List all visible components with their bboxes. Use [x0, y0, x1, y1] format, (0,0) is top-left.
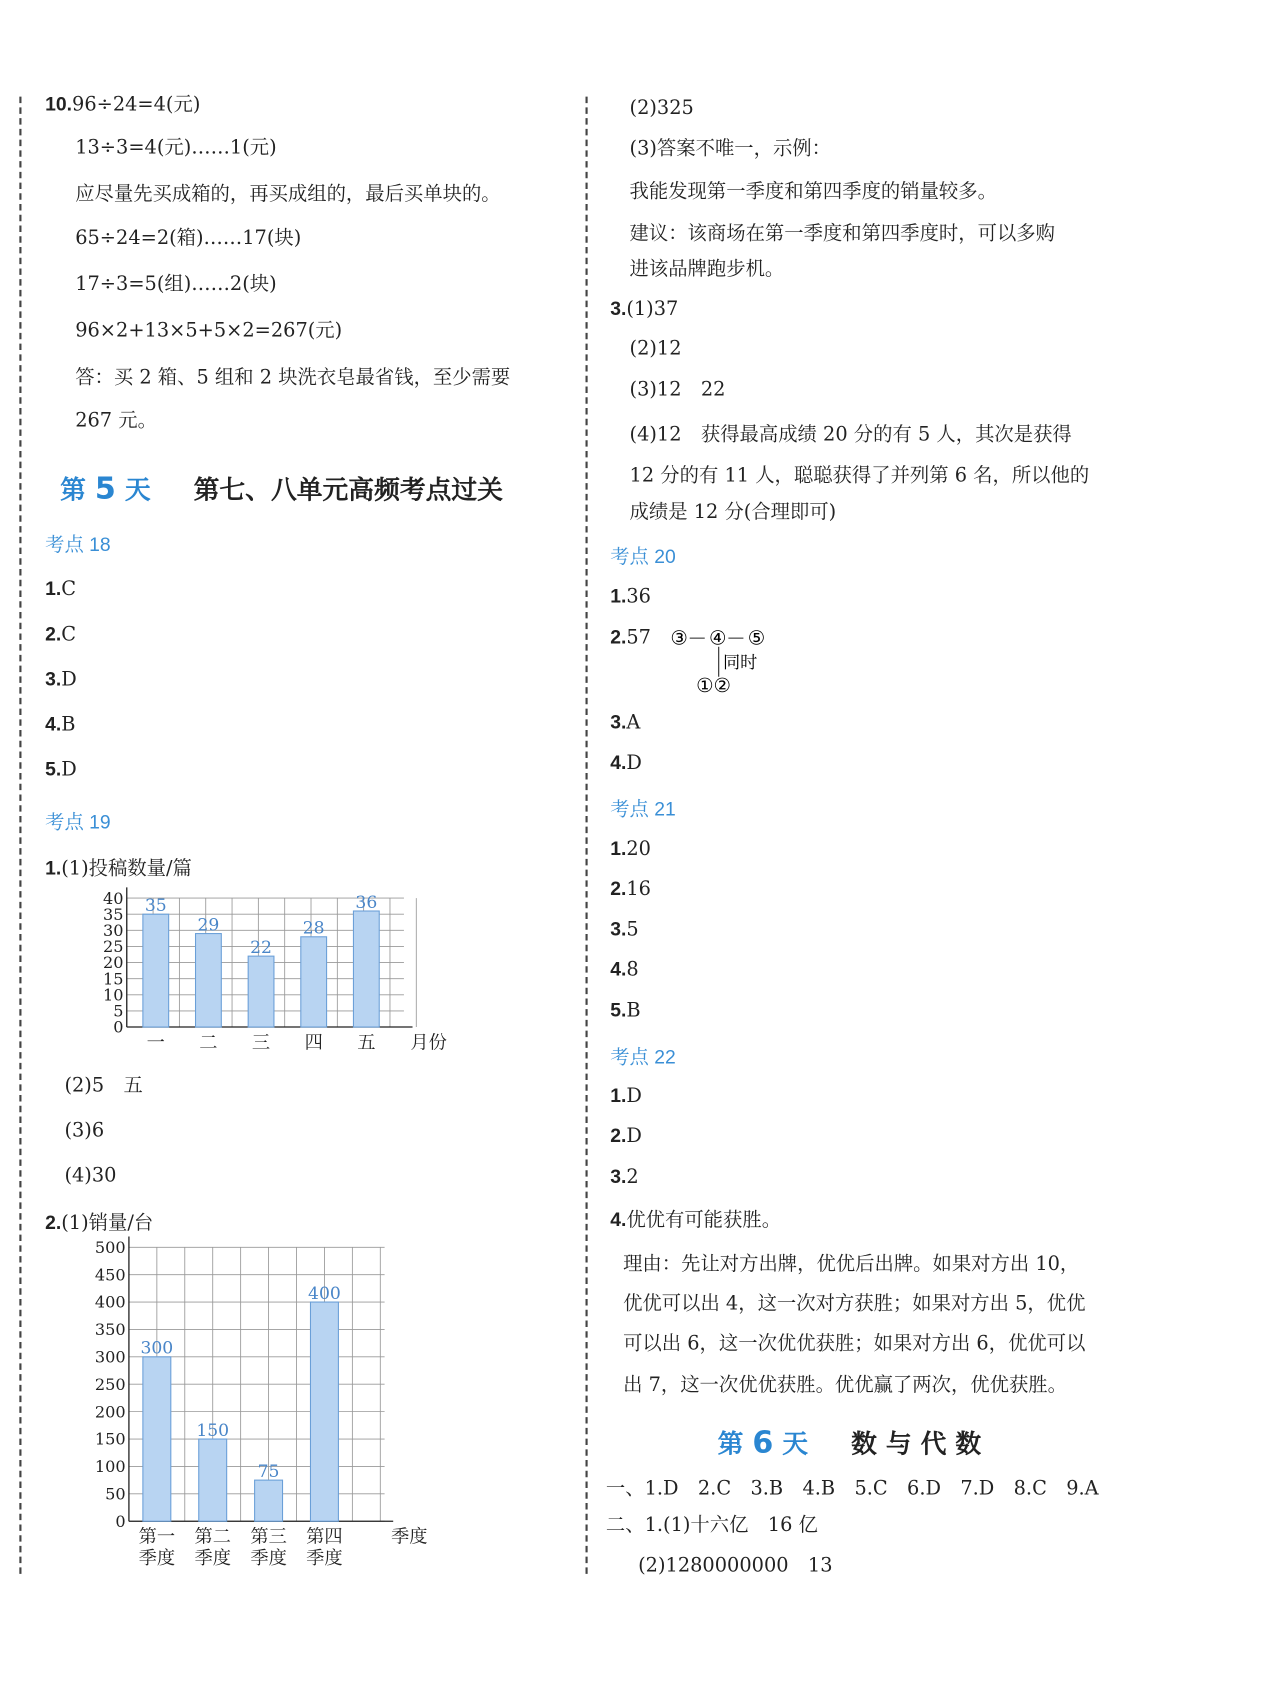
bar-value-label: 36	[355, 892, 378, 913]
answer-text: 优优可以出 4，这一次对方获胜；如果对方出 5，优优	[623, 1292, 1086, 1315]
answer-line	[606, 1476, 1099, 1502]
answer-line	[606, 1513, 818, 1539]
answer-text: 一、1.D 2.C 3.B 4.B 5.C 6.D 7.D 8.C 9.A	[605, 1477, 1099, 1500]
answer-line	[45, 621, 76, 648]
answer-line	[610, 295, 678, 322]
bar-value-label: 400	[308, 1283, 341, 1304]
question-number: 1.	[45, 577, 62, 600]
answer-text: C	[61, 577, 77, 601]
bar-value-label: 22	[250, 937, 272, 958]
answer-line	[75, 272, 276, 298]
answer-text: 16	[626, 877, 651, 901]
answer-line	[75, 318, 342, 344]
question-number: 2.	[610, 1124, 627, 1147]
x-tick-label: 第一	[138, 1526, 176, 1548]
answer-text: 2	[626, 1165, 639, 1189]
answer-line	[75, 226, 301, 252]
answer-line	[630, 96, 694, 122]
answer-line	[623, 1331, 1085, 1357]
chart-submissions	[86, 881, 451, 1064]
flow-step: ③	[670, 626, 688, 650]
answer-line	[610, 1123, 642, 1150]
y-tick-label: 25	[103, 937, 124, 957]
answer-line	[610, 916, 638, 943]
bar	[143, 1357, 171, 1521]
y-tick-label: 250	[94, 1374, 126, 1394]
answer-text: (1)37	[626, 297, 679, 321]
answer-text: 17÷3=5(组)……2(块)	[75, 272, 277, 296]
bar	[196, 934, 222, 1027]
answer-text: 优优有可能获胜。	[626, 1208, 782, 1232]
answer-line	[64, 1073, 142, 1099]
answer-text: (4)30	[64, 1164, 117, 1188]
answer-text: 建议：该商场在第一季度和第四季度时，可以多购	[629, 222, 1055, 245]
flow-step: ④	[709, 626, 727, 650]
answer-text: D	[61, 758, 77, 782]
answer-line	[45, 756, 77, 783]
answer-line	[75, 182, 500, 208]
answer-text: (2)5 五	[64, 1074, 143, 1097]
y-tick-label: 300	[94, 1347, 126, 1367]
answer-text: 出 7，这一次优优获胜。优优赢了两次，优优获胜。	[623, 1374, 1067, 1397]
x-tick-label: 四	[304, 1032, 323, 1054]
x-tick-label: 季度	[250, 1548, 287, 1570]
question-number: 4.	[610, 958, 627, 980]
answer-line	[610, 709, 640, 736]
answer-line	[610, 750, 642, 777]
answer-line	[630, 179, 997, 205]
answer-line	[75, 135, 276, 161]
question-number: 3.	[610, 1165, 627, 1188]
day-label: 第 5 天	[60, 470, 151, 506]
answer-line	[623, 1252, 1079, 1278]
question-number: 4.	[610, 1208, 627, 1231]
answer-line	[630, 500, 837, 526]
question-number: 4.	[610, 752, 627, 774]
x-tick-label: 季度	[194, 1548, 231, 1570]
answer-line	[630, 221, 1055, 247]
answer-line	[610, 836, 651, 863]
question-number: 1.	[610, 1085, 627, 1107]
answer-line	[630, 422, 1072, 448]
x-tick-label: 季度	[306, 1548, 343, 1570]
day-label: 第 6 天	[717, 1424, 809, 1460]
answer-text: (4)12 获得最高成绩 20 分的有 5 人，其次是获得	[629, 423, 1072, 446]
y-tick-label: 5	[113, 1001, 124, 1021]
answer-line	[45, 711, 75, 738]
answer-text: 36	[626, 585, 651, 609]
answer-text: 20	[626, 837, 651, 861]
answer-text: 二、1.(1)十六亿 16 亿	[605, 1513, 818, 1537]
answer-line	[45, 91, 200, 118]
answer-text: 12 分的有 11 人，聪聪获得了并列第 6 名，所以他的	[629, 464, 1090, 487]
answer-text: 96÷24=4(元)	[72, 93, 201, 117]
section-label: 考点 20	[610, 545, 676, 568]
bar-value-label: 75	[257, 1461, 280, 1482]
y-tick-label: 10	[103, 985, 124, 1005]
y-tick-label: 150	[94, 1429, 126, 1449]
y-tick-label: 450	[94, 1265, 126, 1285]
column-divider-middle	[585, 97, 587, 1574]
question-number: 3.	[610, 711, 627, 733]
answer-text: (2)12	[629, 337, 682, 360]
question-number: 5.	[610, 999, 627, 1021]
bar	[248, 956, 274, 1027]
answer-text: (1)销量/台	[61, 1211, 154, 1235]
answer-text: C	[61, 623, 77, 646]
question-number: 2.	[45, 623, 62, 645]
y-tick-label: 15	[103, 969, 124, 989]
bar-value-label: 150	[196, 1420, 230, 1441]
day-number: 6	[752, 1424, 774, 1460]
answer-line	[75, 365, 510, 391]
answer-text: 13÷3=4(元)……1(元)	[75, 136, 277, 159]
answer-line	[64, 1163, 116, 1189]
heading-title: 数 与 代 数	[851, 1428, 982, 1459]
answer-text: 成绩是 12 分(合理即可)	[629, 500, 837, 524]
answer-text: 5	[626, 918, 639, 942]
question-number: 3.	[610, 918, 627, 941]
day-heading	[60, 470, 503, 506]
y-tick-label: 35	[103, 904, 124, 924]
answer-text: (3)12 22	[629, 378, 726, 401]
flow-branch-label: 同时	[723, 653, 758, 674]
answer-text: 267 元。	[75, 409, 157, 432]
answer-line	[623, 1291, 1085, 1317]
x-tick-label: 三	[251, 1032, 271, 1054]
answer-text: D	[626, 752, 642, 775]
question-number: 2.	[610, 626, 627, 648]
answer-line	[638, 1553, 832, 1579]
answer-text: 96×2+13×5+5×2=267(元)	[75, 319, 343, 342]
x-tick-label: 五	[357, 1032, 376, 1054]
answer-text: (2)325	[629, 96, 694, 120]
answer-line	[623, 1373, 1067, 1399]
chart-sales	[86, 1230, 430, 1585]
answer-line	[630, 336, 682, 362]
bar	[143, 914, 169, 1027]
answer-text: A	[626, 711, 641, 734]
question-number: 4.	[45, 713, 62, 735]
answer-line	[610, 583, 651, 610]
y-tick-label: 20	[103, 953, 124, 973]
question-number: 3.	[45, 668, 62, 690]
section-label: 考点 21	[610, 798, 676, 820]
answer-text: D	[61, 668, 77, 691]
order-diagram	[666, 623, 784, 698]
y-tick-label: 30	[103, 920, 124, 940]
flow-step: ⑤	[747, 626, 766, 650]
answer-text: D	[626, 1085, 642, 1108]
question-number: 1.	[45, 857, 62, 879]
answer-text: B	[61, 713, 76, 736]
y-tick-label: 100	[94, 1457, 126, 1477]
answer-line	[45, 855, 192, 882]
y-tick-label: 0	[115, 1511, 126, 1531]
y-tick-label: 50	[105, 1484, 126, 1504]
answer-text: D	[626, 1124, 642, 1148]
bar	[310, 1302, 338, 1521]
question-number: 1.	[610, 837, 627, 860]
bar-value-label: 300	[140, 1338, 174, 1359]
answer-text: (2)1280000000 13	[638, 1554, 833, 1578]
y-tick-label: 500	[94, 1237, 126, 1257]
x-axis-label: 季度	[391, 1526, 428, 1548]
bar	[199, 1439, 227, 1521]
x-tick-label: 第三	[250, 1526, 287, 1548]
answer-line	[610, 1083, 642, 1110]
question-number: 3.	[610, 297, 627, 320]
heading-title: 第七、八单元高频考点过关	[193, 474, 503, 505]
answer-line	[45, 666, 77, 693]
y-tick-label: 0	[113, 1017, 124, 1037]
answer-text: (1)投稿数量/篇	[61, 857, 192, 880]
answer-text: 进该品牌跑步机。	[629, 257, 785, 281]
answer-text: (3)6	[64, 1119, 105, 1142]
section-label: 考点 22	[610, 1046, 676, 1068]
answer-line	[610, 956, 638, 983]
answer-line	[64, 1118, 104, 1144]
answer-text: 答：买 2 箱、5 组和 2 块洗衣皂最省钱，至少需要	[75, 366, 511, 389]
bar	[255, 1480, 283, 1521]
answer-text: 8	[626, 958, 639, 981]
answer-line	[630, 377, 726, 403]
x-tick-label: 季度	[138, 1548, 176, 1570]
x-tick-label: 二	[199, 1032, 218, 1054]
answer-line	[610, 876, 651, 903]
question-number: 5.	[45, 758, 62, 780]
answer-text: 理由：先让对方出牌，优优后出牌。如果对方出 10，	[623, 1252, 1080, 1276]
answer-line	[630, 463, 1090, 489]
y-tick-label: 400	[94, 1292, 126, 1312]
section-label: 考点 19	[45, 811, 111, 833]
x-tick-label: 第二	[194, 1526, 231, 1548]
question-number: 2.	[45, 1211, 62, 1234]
answer-line	[610, 997, 640, 1024]
x-tick-label: 一	[146, 1032, 165, 1054]
bar	[353, 911, 379, 1027]
answer-line	[45, 576, 76, 603]
answer-text: (3)答案不唯一，示例：	[629, 137, 831, 161]
answer-text: 可以出 6，这一次优优获胜；如果对方出 6，优优可以	[623, 1332, 1086, 1355]
answer-line	[630, 136, 831, 162]
question-number: 2.	[610, 877, 627, 900]
day-heading	[717, 1424, 982, 1460]
question-number: 10.	[45, 93, 73, 115]
answer-line	[610, 624, 651, 651]
answer-text: B	[626, 999, 641, 1022]
column-divider-left	[19, 97, 21, 1574]
y-tick-label: 350	[94, 1320, 126, 1340]
day-number: 5	[94, 470, 116, 506]
bar-value-label: 29	[197, 915, 220, 936]
answer-text: 65÷24=2(箱)……17(块)	[75, 226, 302, 250]
y-tick-label: 200	[94, 1402, 126, 1422]
bar-value-label: 28	[302, 918, 325, 939]
answer-line	[630, 257, 785, 283]
x-axis-label: 月份	[410, 1032, 447, 1054]
y-tick-label: 40	[103, 888, 124, 908]
answer-text: 应尽量先买成箱的，再买成组的，最后买单块的。	[75, 182, 501, 206]
bar	[301, 937, 327, 1027]
answer-text: 57	[626, 626, 651, 649]
bar-value-label: 35	[144, 896, 167, 917]
answer-line	[75, 408, 157, 434]
answer-line	[610, 1163, 638, 1190]
x-tick-label: 第四	[306, 1526, 343, 1548]
answer-line	[610, 1206, 781, 1233]
section-label: 考点 18	[45, 533, 111, 556]
flow-step: ①②	[696, 673, 731, 697]
answer-text: 我能发现第一季度和第四季度的销量较多。	[629, 180, 997, 204]
question-number: 1.	[610, 585, 627, 607]
